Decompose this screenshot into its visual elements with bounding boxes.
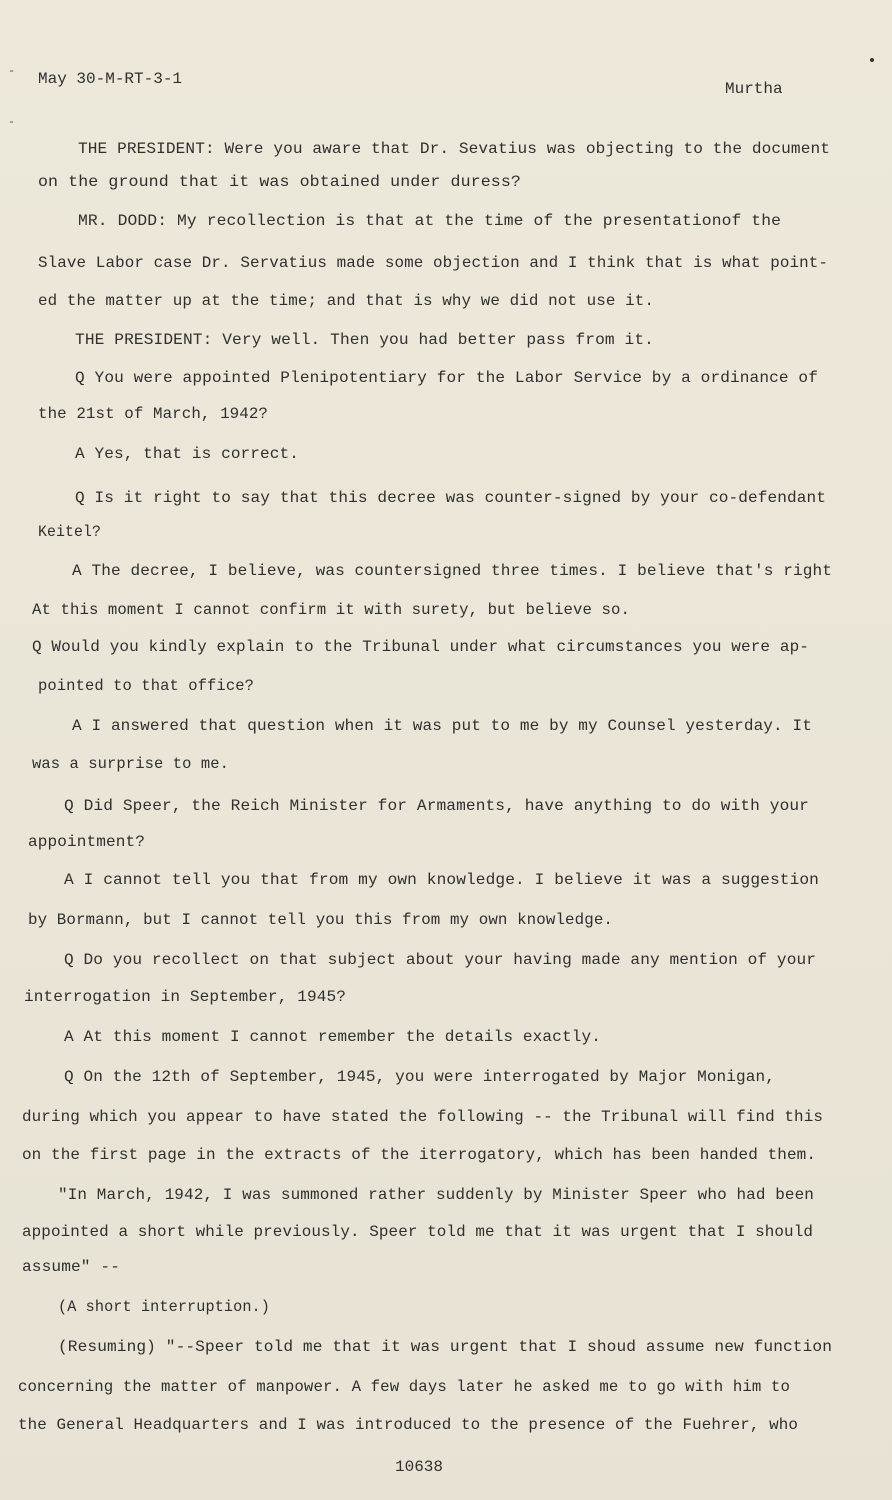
transcript-line: A The decree, I believe, was countersigned three times. I believe that's right	[72, 562, 832, 580]
transcript-line: on the first page in the extracts of the iterrogatory, which has been handed them.	[22, 1146, 816, 1164]
transcript-line: (Resuming) "--Speer told me that it was urgent that I shoud assume new function	[58, 1338, 832, 1356]
transcript-line: the General Headquarters and I was introduced to the presence of the Fuehrer, who	[18, 1416, 798, 1434]
transcript-line: Q On the 12th of September, 1945, you were interrogated by Major Monigan,	[64, 1068, 775, 1086]
transcript-line: concerning the matter of manpower. A few days later he asked me to go with him to	[18, 1378, 790, 1396]
margin-mark: -	[8, 115, 16, 129]
transcript-line: was a surprise to me.	[32, 755, 229, 773]
transcript-line: interrogation in September, 1945?	[24, 988, 346, 1006]
transcript-line: the 21st of March, 1942?	[38, 405, 268, 423]
transcript-line: ed the matter up at the time; and that is why we did not use it.	[38, 292, 654, 310]
transcript-line: MR. DODD: My recollection is that at the time of the presentationof the	[78, 212, 782, 230]
transcript-line: THE PRESIDENT: Were you aware that Dr. Sevatius was objecting to the document	[78, 140, 830, 158]
transcript-line: on the ground that it was obtained under duress?	[38, 173, 521, 191]
transcript-line: A At this moment I cannot remember the details exactly.	[64, 1028, 601, 1046]
transcript-line: Q Do you recollect on that subject about your having made any mention of your	[64, 951, 816, 969]
transcript-line: A Yes, that is correct.	[75, 445, 299, 463]
transcript-line: At this moment I cannot confirm it with surety, but believe so.	[32, 601, 630, 619]
document-reference: May 30-M-RT-3-1	[38, 70, 183, 88]
transcript-line: Keitel?	[38, 523, 101, 541]
transcript-line: Q You were appointed Plenipotentiary for the Labor Service by a ordinance of	[75, 369, 818, 387]
transcript-line: A I cannot tell you that from my own knowledge. I believe it was a suggestion	[64, 871, 819, 889]
transcript-line: by Bormann, but I cannot tell you this from my own knowledge.	[28, 911, 613, 929]
transcript-line: A I answered that question when it was put to me by my Counsel yesterday. It	[72, 717, 812, 735]
reporter-name: Murtha	[725, 80, 783, 98]
transcript-line: Q Is it right to say that this decree was counter-signed by your co-defendant	[75, 489, 826, 507]
page-number: 10638	[395, 1458, 444, 1476]
transcript-line: assume" --	[22, 1258, 121, 1276]
transcript-line: pointed to that office?	[38, 677, 254, 695]
transcript-line: appointed a short while previously. Speer told me that it was urgent that I should	[22, 1223, 813, 1241]
transcript-line: appointment?	[28, 833, 145, 851]
transcript-line: Slave Labor case Dr. Servatius made some objection and I think that is what point-	[38, 254, 828, 272]
transcript-line: Q Did Speer, the Reich Minister for Armaments, have anything to do with your	[64, 797, 809, 815]
transcript-line: "In March, 1942, I was summoned rather suddenly by Minister Speer who had been	[58, 1186, 814, 1204]
transcript-line: during which you appear to have stated the following -- the Tribunal will find this	[22, 1108, 823, 1126]
transcript-line: THE PRESIDENT: Very well. Then you had better pass from it.	[75, 331, 654, 349]
margin-mark: -	[8, 64, 16, 78]
transcript-line: Q Would you kindly explain to the Tribunal under what circumstances you were ap-	[32, 638, 809, 656]
corner-mark	[870, 58, 874, 62]
transcript-line: (A short interruption.)	[58, 1298, 270, 1316]
